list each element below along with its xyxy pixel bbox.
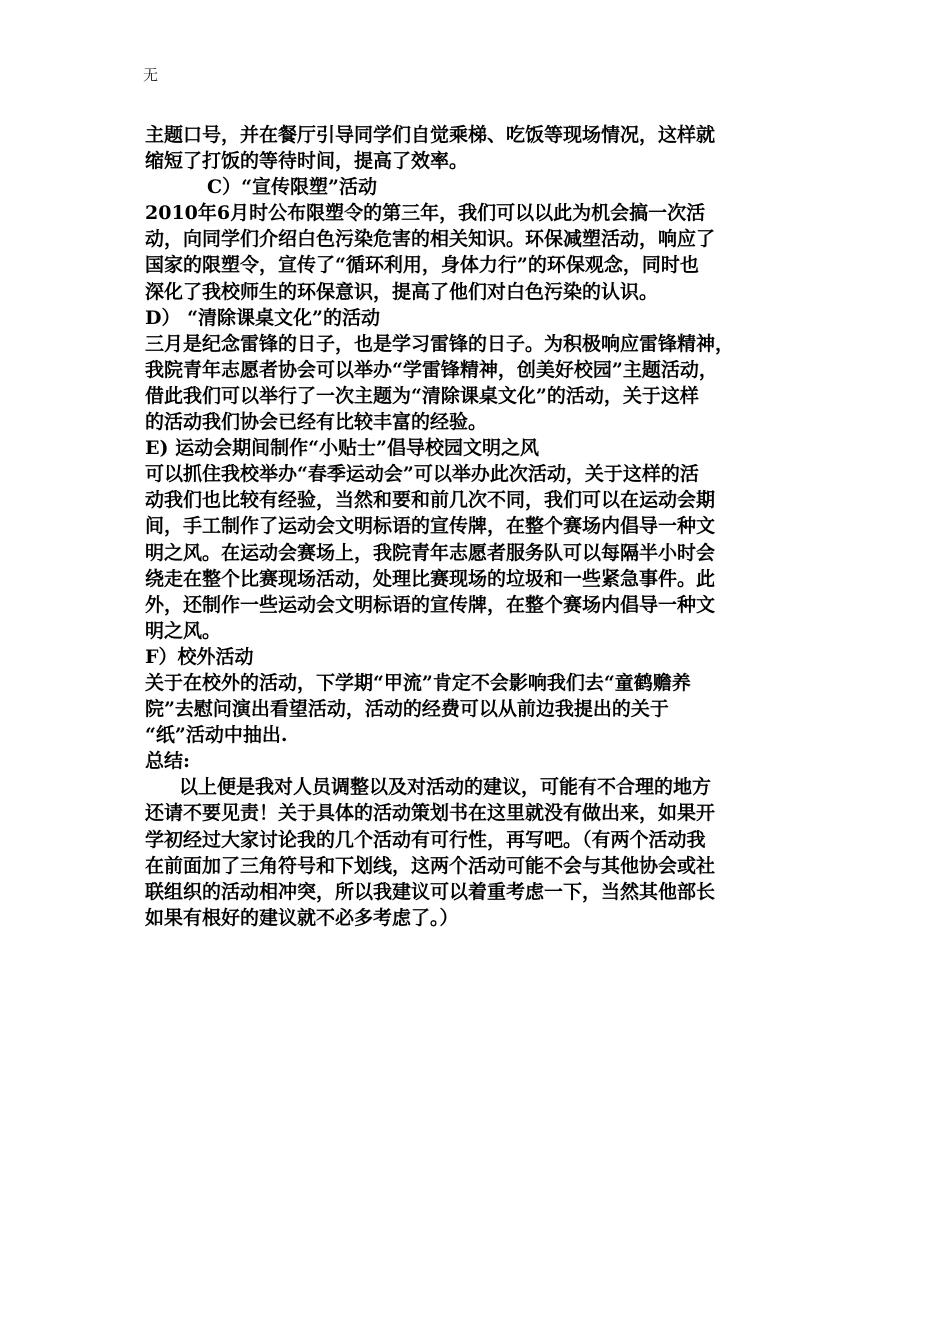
document-body: [145, 122, 815, 931]
text-line: 外，还制作一些运动会文明标语的宣传牌，在整个赛场内倡导一种文: [145, 593, 716, 616]
text-line: 动，向同学们介绍白色污染危害的相关知识。环保减塑活动，响应了: [145, 228, 716, 251]
section-heading-c: C）“宣传限塑”活动: [207, 176, 377, 199]
text-line: 的活动我们协会已经有比较丰富的经验。: [145, 411, 488, 434]
text-line: 联组织的活动相冲突，所以我建议可以着重考虑一下，当然其他部长: [145, 880, 716, 903]
text-line: 三月是纪念雷锋的日子，也是学习雷锋的日子。为积极响应雷锋精神，: [145, 332, 735, 355]
text-line: 在前面加了三角符号和下划线，这两个活动可能不会与其他协会或社: [145, 854, 716, 877]
text-line: 借此我们可以举行了一次主题为“清除课桌文化”的活动，关于这样: [145, 384, 699, 407]
text-line: 学初经过大家讨论我的几个活动有可行性，再写吧。（有两个活动我: [145, 828, 706, 851]
text-line: 绕走在整个比赛现场活动，处理比赛现场的垃圾和一些紧急事件。此: [145, 567, 716, 590]
page-header: 无: [143, 66, 159, 84]
section-heading-e: E) 运动会期间制作“小贴士”倡导校园文明之风: [145, 437, 539, 460]
summary-heading: 总结:: [145, 750, 191, 773]
text-line: 深化了我校师生的环保意识，提高了他们对白色污染的认识。: [145, 280, 659, 303]
text-line: 国家的限塑令，宣传了“循环利用，身体力行”的环保观念，同时也: [145, 254, 699, 277]
text-line: 我院青年志愿者协会可以举办“学雷锋精神，创美好校园”主题活动，: [145, 358, 718, 381]
text-line: 院”去慰问演出看望活动，活动的经费可以从前边我提出的关于: [145, 698, 669, 721]
text-line: 可以抓住我校举办“春季运动会”可以举办此次活动，关于这样的活: [145, 463, 699, 486]
text-line: “纸”活动中抽出.: [145, 724, 288, 747]
text-line: 明之风。: [145, 619, 222, 642]
section-heading-f: F）校外活动: [145, 645, 254, 668]
section-heading-d: D） “清除课桌文化”的活动: [145, 306, 380, 329]
text-line: 缩短了打饭的等待时间，提高了效率。: [145, 150, 469, 173]
text-line: 关于在校外的活动，下学期“甲流”肯定不会影响我们去“童鹤赡养: [145, 671, 691, 694]
text-line: 主题口号，并在餐厅引导同学们自觉乘梯、吃饭等现场情况，这样就: [145, 124, 716, 146]
text-line: 动我们也比较有经验，当然和要和前几次不同，我们可以在运动会期: [145, 489, 716, 512]
text-line: 以上便是我对人员调整以及对活动的建议，可能有不合理的地方: [179, 776, 712, 799]
text-line: 明之风。在运动会赛场上，我院青年志愿者服务队可以每隔半小时会: [145, 541, 716, 564]
text-line: 间，手工制作了运动会文明标语的宣传牌，在整个赛场内倡导一种文: [145, 515, 716, 538]
text-line: 2010年6月时公布限塑令的第三年，我们可以以此为机会搞一次活: [145, 202, 706, 225]
text-line: 还请不要见责！关于具体的活动策划书在这里就没有做出来，如果开: [145, 802, 716, 825]
text-line: 如果有根好的建议就不必多考虑了。）: [145, 906, 459, 929]
